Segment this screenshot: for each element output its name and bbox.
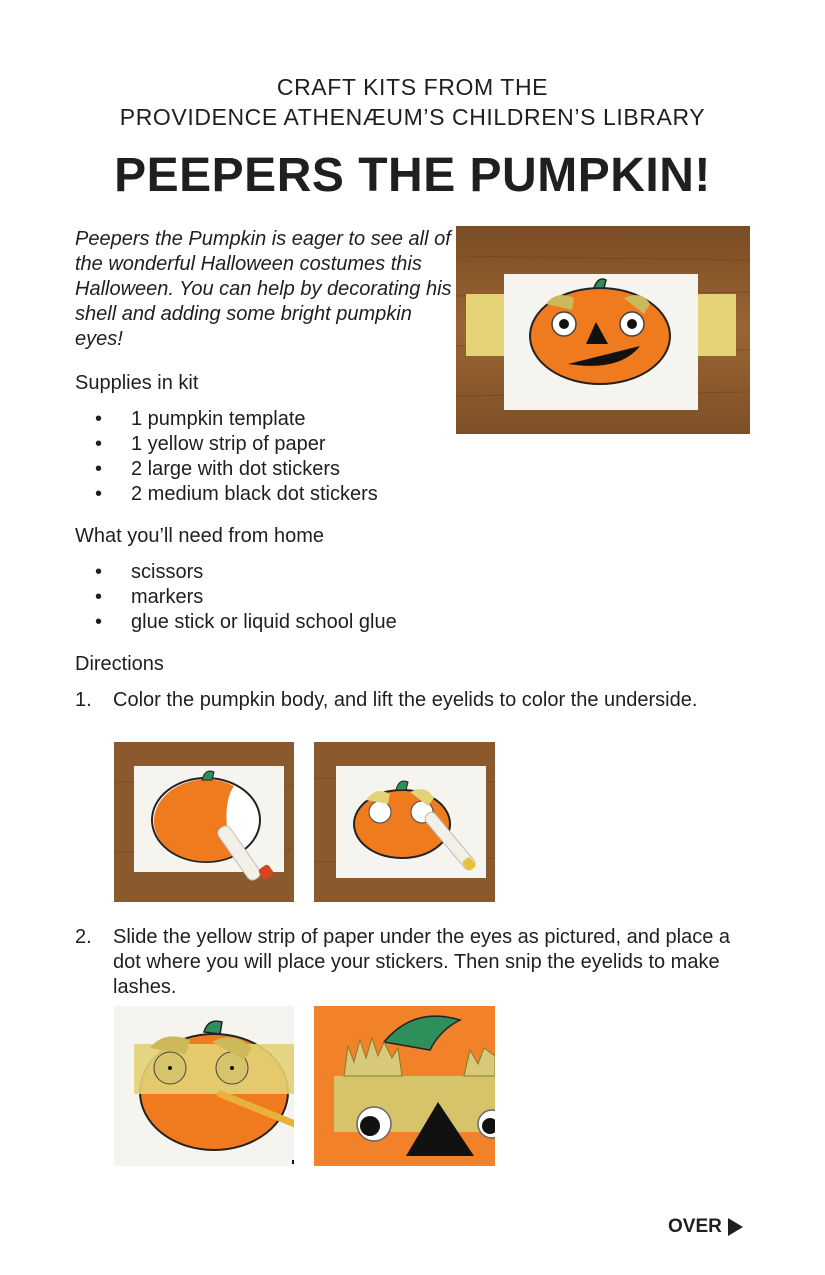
step-2-photo-b <box>314 1006 495 1166</box>
step-text: Color the pumpkin body, and lift the eyelids to color the underside. <box>113 689 698 711</box>
step-number: 1. <box>75 689 92 711</box>
step-1-photo-a <box>114 742 294 902</box>
list-item: • glue stick or liquid school glue <box>75 610 397 635</box>
hero-photo <box>456 226 750 434</box>
list-item: • 2 large with dot stickers <box>75 457 378 482</box>
home-heading: What you’ll need from home <box>75 525 325 547</box>
step-2-photo-a <box>114 1006 294 1166</box>
direction-step-1 <box>75 688 755 713</box>
step-number: 2. <box>75 926 92 948</box>
step-1-photo-b <box>314 742 495 902</box>
header-line-1: CRAFT KITS FROM THE <box>276 74 549 100</box>
home-list <box>75 560 397 635</box>
header-line-2: PROVIDENCE ATHENÆUM’S CHILDREN’S LIBRARY <box>119 104 706 130</box>
list-item: • markers <box>75 585 397 610</box>
list-item: • 2 medium black dot stickers <box>75 482 378 507</box>
kit-header <box>0 72 825 132</box>
over-label: OVER <box>668 1216 722 1237</box>
intro-paragraph: Peepers the Pumpkin is eager to see all of the wonderful Halloween costumes this Halloween. You can help by decorating his shell and adding some bright pumpkin eyes! <box>75 228 452 350</box>
play-arrow-icon <box>728 1218 743 1236</box>
supplies-heading: Supplies in kit <box>75 372 199 394</box>
directions-heading: Directions <box>75 653 164 675</box>
step-text: Slide the yellow strip of paper under the eyes as pictured, and place a dot where you will place your stickers. Then snip the eyelids to make lashes. <box>113 926 731 998</box>
list-item: • 1 pumpkin template <box>75 407 378 432</box>
over-indicator <box>668 1216 743 1238</box>
list-item: • 1 yellow strip of paper <box>75 432 378 457</box>
supplies-list <box>75 407 378 507</box>
list-item: • scissors <box>75 560 397 585</box>
page-title: PEEPERS THE PUMPKIN! <box>114 149 711 202</box>
direction-step-2 <box>75 925 755 1000</box>
